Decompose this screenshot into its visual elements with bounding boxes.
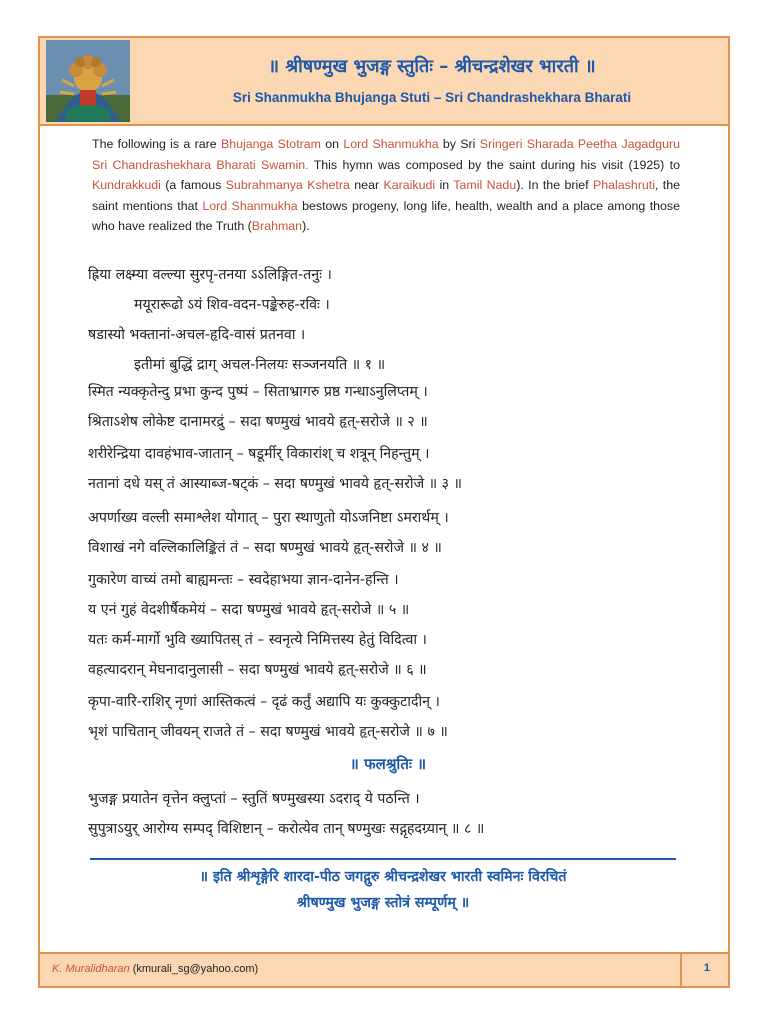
verse-3 <box>88 439 688 499</box>
verse-2 <box>88 377 688 437</box>
verse-7 <box>88 687 688 747</box>
colophon-line: श्रीषण्मुख भुजङ्ग स्तोत्रं सम्पूर्णम् ॥ <box>296 895 470 911</box>
verse-line: गुकारेण वाच्यं तमो बाह्यमन्तः – स्वदेहाभया ज्ञान-दानेन-हन्ति । <box>88 572 399 588</box>
footer <box>40 952 728 986</box>
divider-rule <box>90 858 676 860</box>
verse-line: य एनं गुहं वेदशीर्षैकमेयं – सदा षण्मुखं भावये हृत्-सरोजे ॥ ५ ॥ <box>88 602 410 618</box>
verse-6 <box>88 625 688 685</box>
verse-line: कृपा-वारि-राशिर् नृणां आस्तिकत्वं – दृढं कर्तुं अद्यापि यः कुक्कुटादीन् । <box>88 694 440 710</box>
footer-divider <box>680 954 682 986</box>
verse-line: विशाखं नगे वल्लिकालिङ्कितं तं – सदा षण्मुखं भावये हृत्-सरोजे ॥ ४ ॥ <box>88 540 442 556</box>
highlight-text: Bhujanga Stotram <box>220 137 321 151</box>
highlight-text: Lord Shanmukha <box>343 137 439 151</box>
title-devanagari: ॥ श्रीषण्मुख भुजङ्ग स्तुतिः – श्रीचन्द्रशेखर भारती ॥ <box>268 56 596 77</box>
verse-5 <box>88 565 688 625</box>
verse-line: स्मित न्यक्कृतेन्दु प्रभा कुन्द पुष्पं – सिताभ्रागरु प्रष्ठ गन्धाऽनुलिप्तम् । <box>88 384 428 400</box>
highlight-text: Karaikudi <box>383 178 436 193</box>
highlight-text: Tamil Nadu <box>453 178 517 193</box>
verse-line: वहत्यादरान् मेघनादानुलासी – सदा षण्मुखं भावये हृत्-सरोजे ॥ ६ ॥ <box>88 662 427 678</box>
shanmukha-deity-image <box>46 40 130 122</box>
verse-line: नतानां दधे यस् तं आस्याब्ज-षट्कं – सदा षण्मुखं भावये हृत्-सरोजे ॥ ३ ॥ <box>88 476 463 492</box>
highlight-text: Sringeri Sharada Peetha Jagadguru Sri Chandrashekhara Bharati Swamin. <box>92 137 681 172</box>
verse-8 <box>88 784 688 844</box>
verse-line: शरीरेन्द्रिया दावहंभाव-जातान् – षडूर्मीर् विकारांश् च शत्रून् निहन्तुम् । <box>88 446 430 462</box>
colophon-line: ॥ इति श्रीशृङ्गेरि शारदा-पीठ जगद्गुरु श्रीचन्द्रशेखर भारती स्वमिनः विरचितं <box>199 869 567 885</box>
highlight-text: Brahman <box>251 219 303 234</box>
verse-1 <box>88 260 688 380</box>
verse-line: भृशं पाचितान् जीवयन् राजते तं – सदा षण्मुखं भावये हृत्-सरोजे ॥ ७ ॥ <box>88 724 448 740</box>
highlight-text: Kundrakkudi <box>92 178 161 193</box>
intro-paragraph: The following is a rare Bhujanga Stotram on Lord Shanmukha by Sri Sringeri Sharada Peetha Jagadguru Sri Chandrashekhara Bharati Swamin. This hymn was composed by the saint during his visit (1925) to Kundrakkudi (a famous Subrahmanya Kshetra near Karaikudi in Tamil Nadu). In the brief Phalashruti, the saint mentions that Lord Shanmukha bestows progeny, long life, health, wealth and a place among those who have realized the Truth (Brahman). <box>92 137 681 234</box>
verse-line: मयूरारूढो ऽयं शिव-वदन-पङ्केरुह-रविः । <box>134 297 330 313</box>
highlight-text: Subrahmanya Kshetra <box>225 178 350 193</box>
verse-line: ह्रिया लक्ष्म्या वल्ल्या सुरपृ-तनया ऽऽलिङ्गित-तनुः । <box>88 267 332 283</box>
verse-4 <box>88 503 688 563</box>
page-number: 1 <box>703 962 710 974</box>
footer-credit <box>52 963 258 975</box>
verse-line: षडास्यो भक्तानां-अचल-हृदि-वासं प्रतनवा । <box>88 327 306 343</box>
verse-line: सुपुत्राऽयुर् आरोग्य सम्पद् विशिष्टान् – करोत्येव तान् षण्मुखः सद्गृहदग्र्यान् ॥ ८ ॥ <box>88 821 485 837</box>
verse-line: भुजङ्ग प्रयातेन वृत्तेन क्लुप्तां – स्तुतिं षण्मुखस्या ऽदराद् ये पठन्ति । <box>88 791 420 807</box>
title-english: Sri Shanmukha Bhujanga Stuti – Sri Chandrashekhara Bharati <box>232 90 632 105</box>
highlight-text: Lord Shanmukha <box>202 198 298 213</box>
colophon <box>90 864 676 916</box>
verse-line: अपर्णाख्य वल्ली समाश्लेश योगात् – पुरा स्थाणुतो योऽजनिष्टा ऽमरार्थम् । <box>88 510 449 526</box>
author-email: (kmurali_sg@yahoo.com) <box>129 963 259 975</box>
phalashruti-heading: ॥ फलश्रुतिः ॥ <box>349 755 427 773</box>
highlight-text: Phalashruti <box>592 178 655 193</box>
verse-line: इतीमां बुद्धिं द्राग् अचल-निलयः सञ्जनयति ॥ १ ॥ <box>134 357 386 373</box>
verse-line: श्रिताऽशेष लोकेष्ट दानामरद्रुं – सदा षण्मुखं भावये हृत्-सरोजे ॥ २ ॥ <box>88 414 428 430</box>
verse-line: यतः कर्म-मार्गो भुवि ख्यापितस् तं – स्वनृत्ये निमित्तस्य हेतुं विदित्वा । <box>88 632 427 648</box>
header-banner <box>40 38 728 126</box>
author-name: K. Muralidharan <box>52 963 130 975</box>
